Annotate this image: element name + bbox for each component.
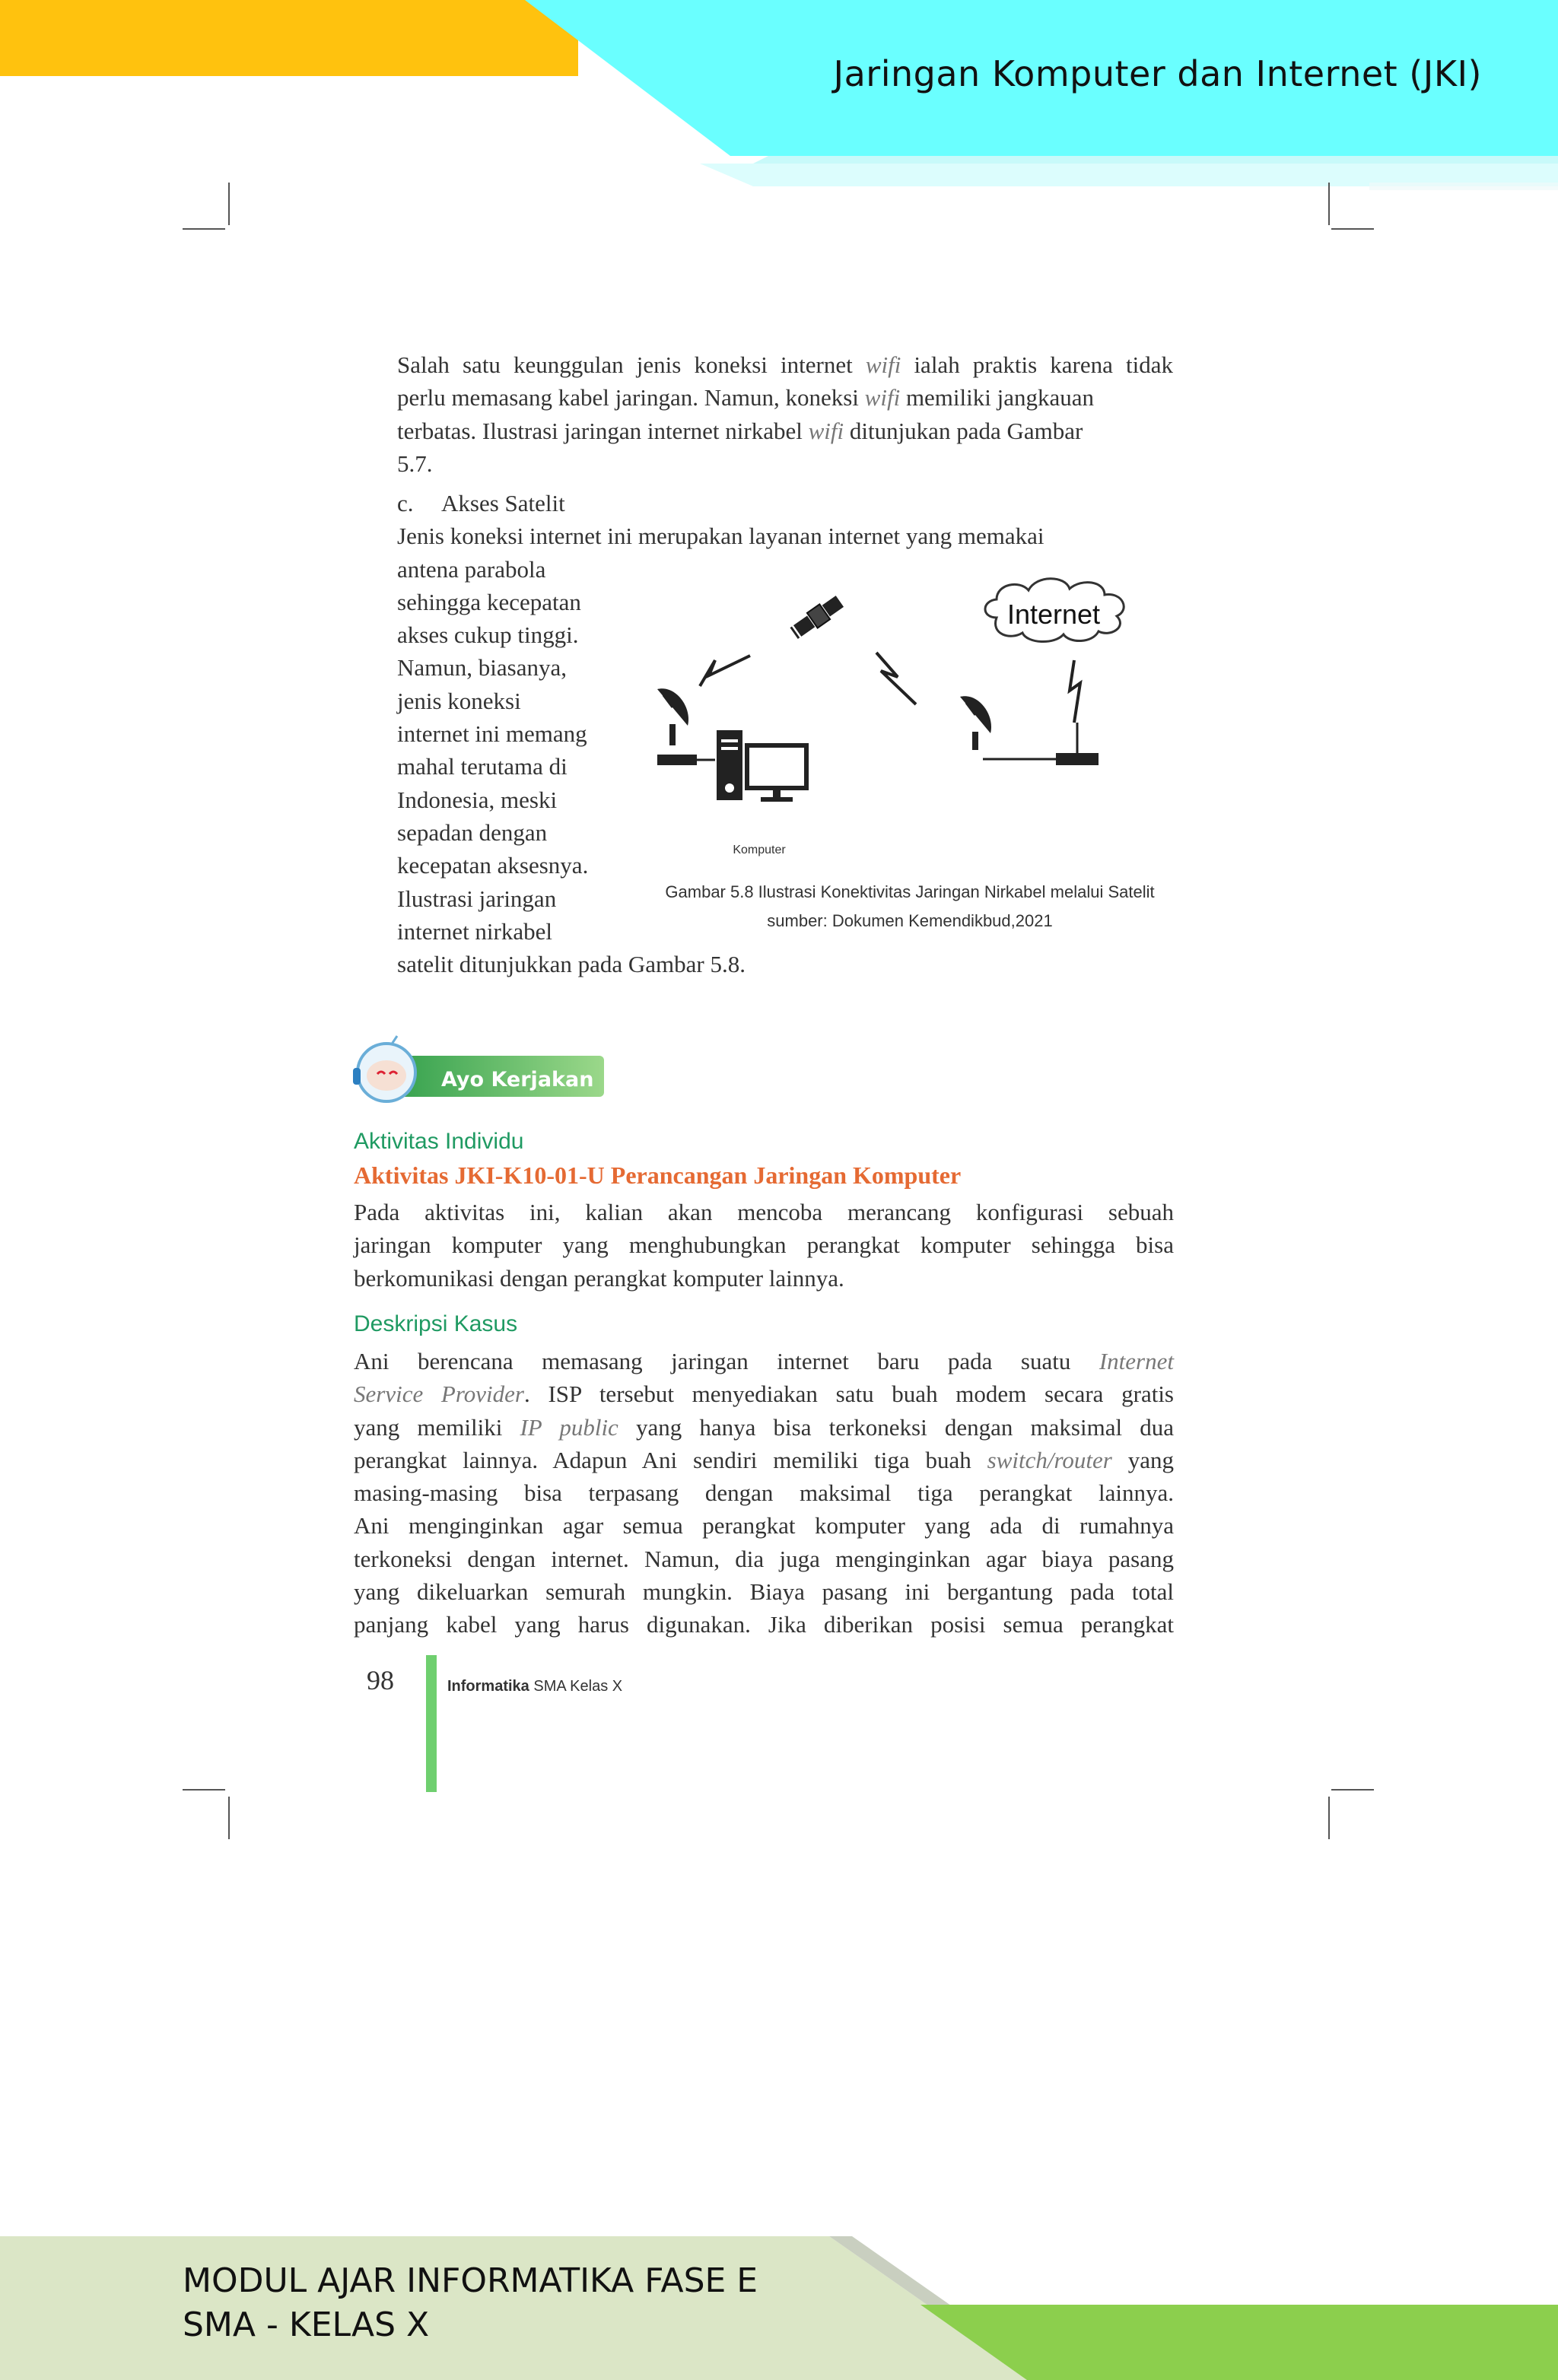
satellite-network-figure: [639, 570, 1187, 867]
text-line: kecepatan aksesnya.: [397, 852, 589, 879]
modem-icon: [657, 755, 697, 765]
text-line: Ani berencana memasang jaringan internet baru pada suatu Internet: [354, 1348, 1174, 1374]
text-line: perangkat lainnya. Adapun Ani sendiri memiliki tiga buah switch/router yang: [354, 1446, 1174, 1473]
text-line: 5.7.: [397, 450, 433, 477]
case-heading: Deskripsi Kasus: [354, 1311, 518, 1336]
header-title: Jaringan Komputer dan Internet (JKI): [833, 53, 1482, 94]
computer-label: Komputer: [733, 844, 786, 856]
activity-paragraph: [354, 1196, 1174, 1295]
text-line: satelit ditunjukkan pada Gambar 5.8.: [397, 951, 746, 978]
text-line: Indonesia, meski: [397, 786, 558, 813]
satellite-icon: [790, 594, 845, 640]
figure-caption: Gambar 5.8 Ilustrasi Konektivitas Jaringan Nirkabel melalui Satelit: [665, 882, 1155, 901]
crop-mark: [1328, 183, 1330, 225]
text-line: akses cukup tinggi.: [397, 621, 579, 649]
case-paragraph: [354, 1345, 1174, 1641]
internet-cloud-icon: [985, 579, 1124, 642]
wireless-signal-icon: [1070, 660, 1080, 723]
text-line: Service Provider. ISP tersebut menyediakan satu buah modem secara gratis: [354, 1381, 1174, 1408]
text-line: yang dikeluarkan semurah mungkin. Biaya pasang ini bergantung pada total: [354, 1578, 1174, 1606]
text-line: jenis koneksi: [397, 687, 521, 714]
text-line: sepadan dengan: [397, 818, 548, 846]
text-line: Namun, biasanya,: [397, 654, 567, 682]
footer-title: [183, 2259, 758, 2347]
activity-title: Aktivitas JKI-K10-01-U Perancangan Jaringan Komputer: [354, 1161, 962, 1189]
text-line: Salah satu keunggulan jenis koneksi internet wifi ialah praktis karena tidak: [397, 351, 1173, 378]
text-line: panjang kabel yang harus digunakan. Jika diberikan posisi semua perangkat: [354, 1611, 1174, 1638]
satellite-dish-icon: [657, 688, 688, 745]
text-line: terbatas. Ilustrasi jaringan internet nirkabel wifi ditunjukan pada Gambar: [397, 417, 1083, 444]
ayo-kerjakan-badge: [351, 1033, 606, 1104]
crop-mark: [1331, 228, 1374, 230]
text-line: internet ini memang: [397, 720, 587, 748]
page-footer-bar: [426, 1655, 437, 1792]
crop-mark: [183, 228, 225, 230]
text-line: terkoneksi dengan internet. Namun, dia juga menginginkan agar biaya pasang: [354, 1545, 1174, 1572]
satellite-dish-icon: [960, 696, 991, 750]
text-line: masing-masing bisa terpasang dengan maksimal tiga perangkat lainnya.: [354, 1479, 1174, 1507]
text-line: internet nirkabel: [397, 917, 552, 945]
crop-mark: [1331, 1789, 1374, 1791]
crop-mark: [228, 1797, 230, 1839]
text-line: Ani menginginkan agar semua perangkat komputer yang ada di rumahnya: [354, 1512, 1174, 1540]
modem-icon: [1056, 753, 1099, 765]
wireless-signal-icon: [876, 653, 916, 704]
section-heading: c. Akses Satelit: [397, 490, 565, 516]
crop-mark: [1328, 1797, 1330, 1839]
text-line: Jenis koneksi internet ini merupakan layanan internet yang memakai: [397, 523, 1044, 550]
text-line: mahal terutama di: [397, 753, 568, 780]
page-number: 98: [367, 1665, 394, 1695]
figure-source: sumber: Dokumen Kemendikbud,2021: [767, 911, 1053, 930]
text-line: yang memiliki IP public yang hanya bisa terkoneksi dengan maksimal dua: [354, 1413, 1174, 1441]
activity-type-label: Aktivitas Individu: [354, 1129, 524, 1154]
text-line: Pada aktivitas ini, kalian akan mencoba merancang konfigurasi sebuah: [354, 1199, 1174, 1225]
footer-line: MODUL AJAR INFORMATIKA FASE E: [183, 2261, 758, 2300]
intro-paragraph: [397, 348, 1173, 480]
wireless-signal-icon: [700, 656, 750, 686]
crop-mark: [228, 183, 230, 225]
robot-mascot-icon: [353, 1036, 415, 1101]
crop-mark: [183, 1789, 225, 1791]
badge-label: Ayo Kerjakan: [441, 1068, 594, 1091]
text-line: antena parabola: [397, 555, 546, 583]
book-title: Informatika SMA Kelas X: [447, 1678, 623, 1695]
text-line: berkomunikasi dengan perangkat komputer lainnya.: [354, 1264, 844, 1292]
cloud-label: Internet: [1006, 599, 1101, 630]
text-line: sehingga kecepatan: [397, 588, 581, 615]
text-line: perlu memasang kabel jaringan. Namun, koneksi wifi memiliki jangkauan: [397, 384, 1095, 411]
text-line: Ilustrasi jaringan: [397, 885, 557, 912]
footer-line: SMA - KELAS X: [183, 2305, 430, 2344]
text-line: jaringan komputer yang menghubungkan perangkat komputer sehingga bisa: [354, 1231, 1174, 1259]
computer-icon: [717, 730, 806, 802]
header-banner: [0, 0, 1558, 190]
